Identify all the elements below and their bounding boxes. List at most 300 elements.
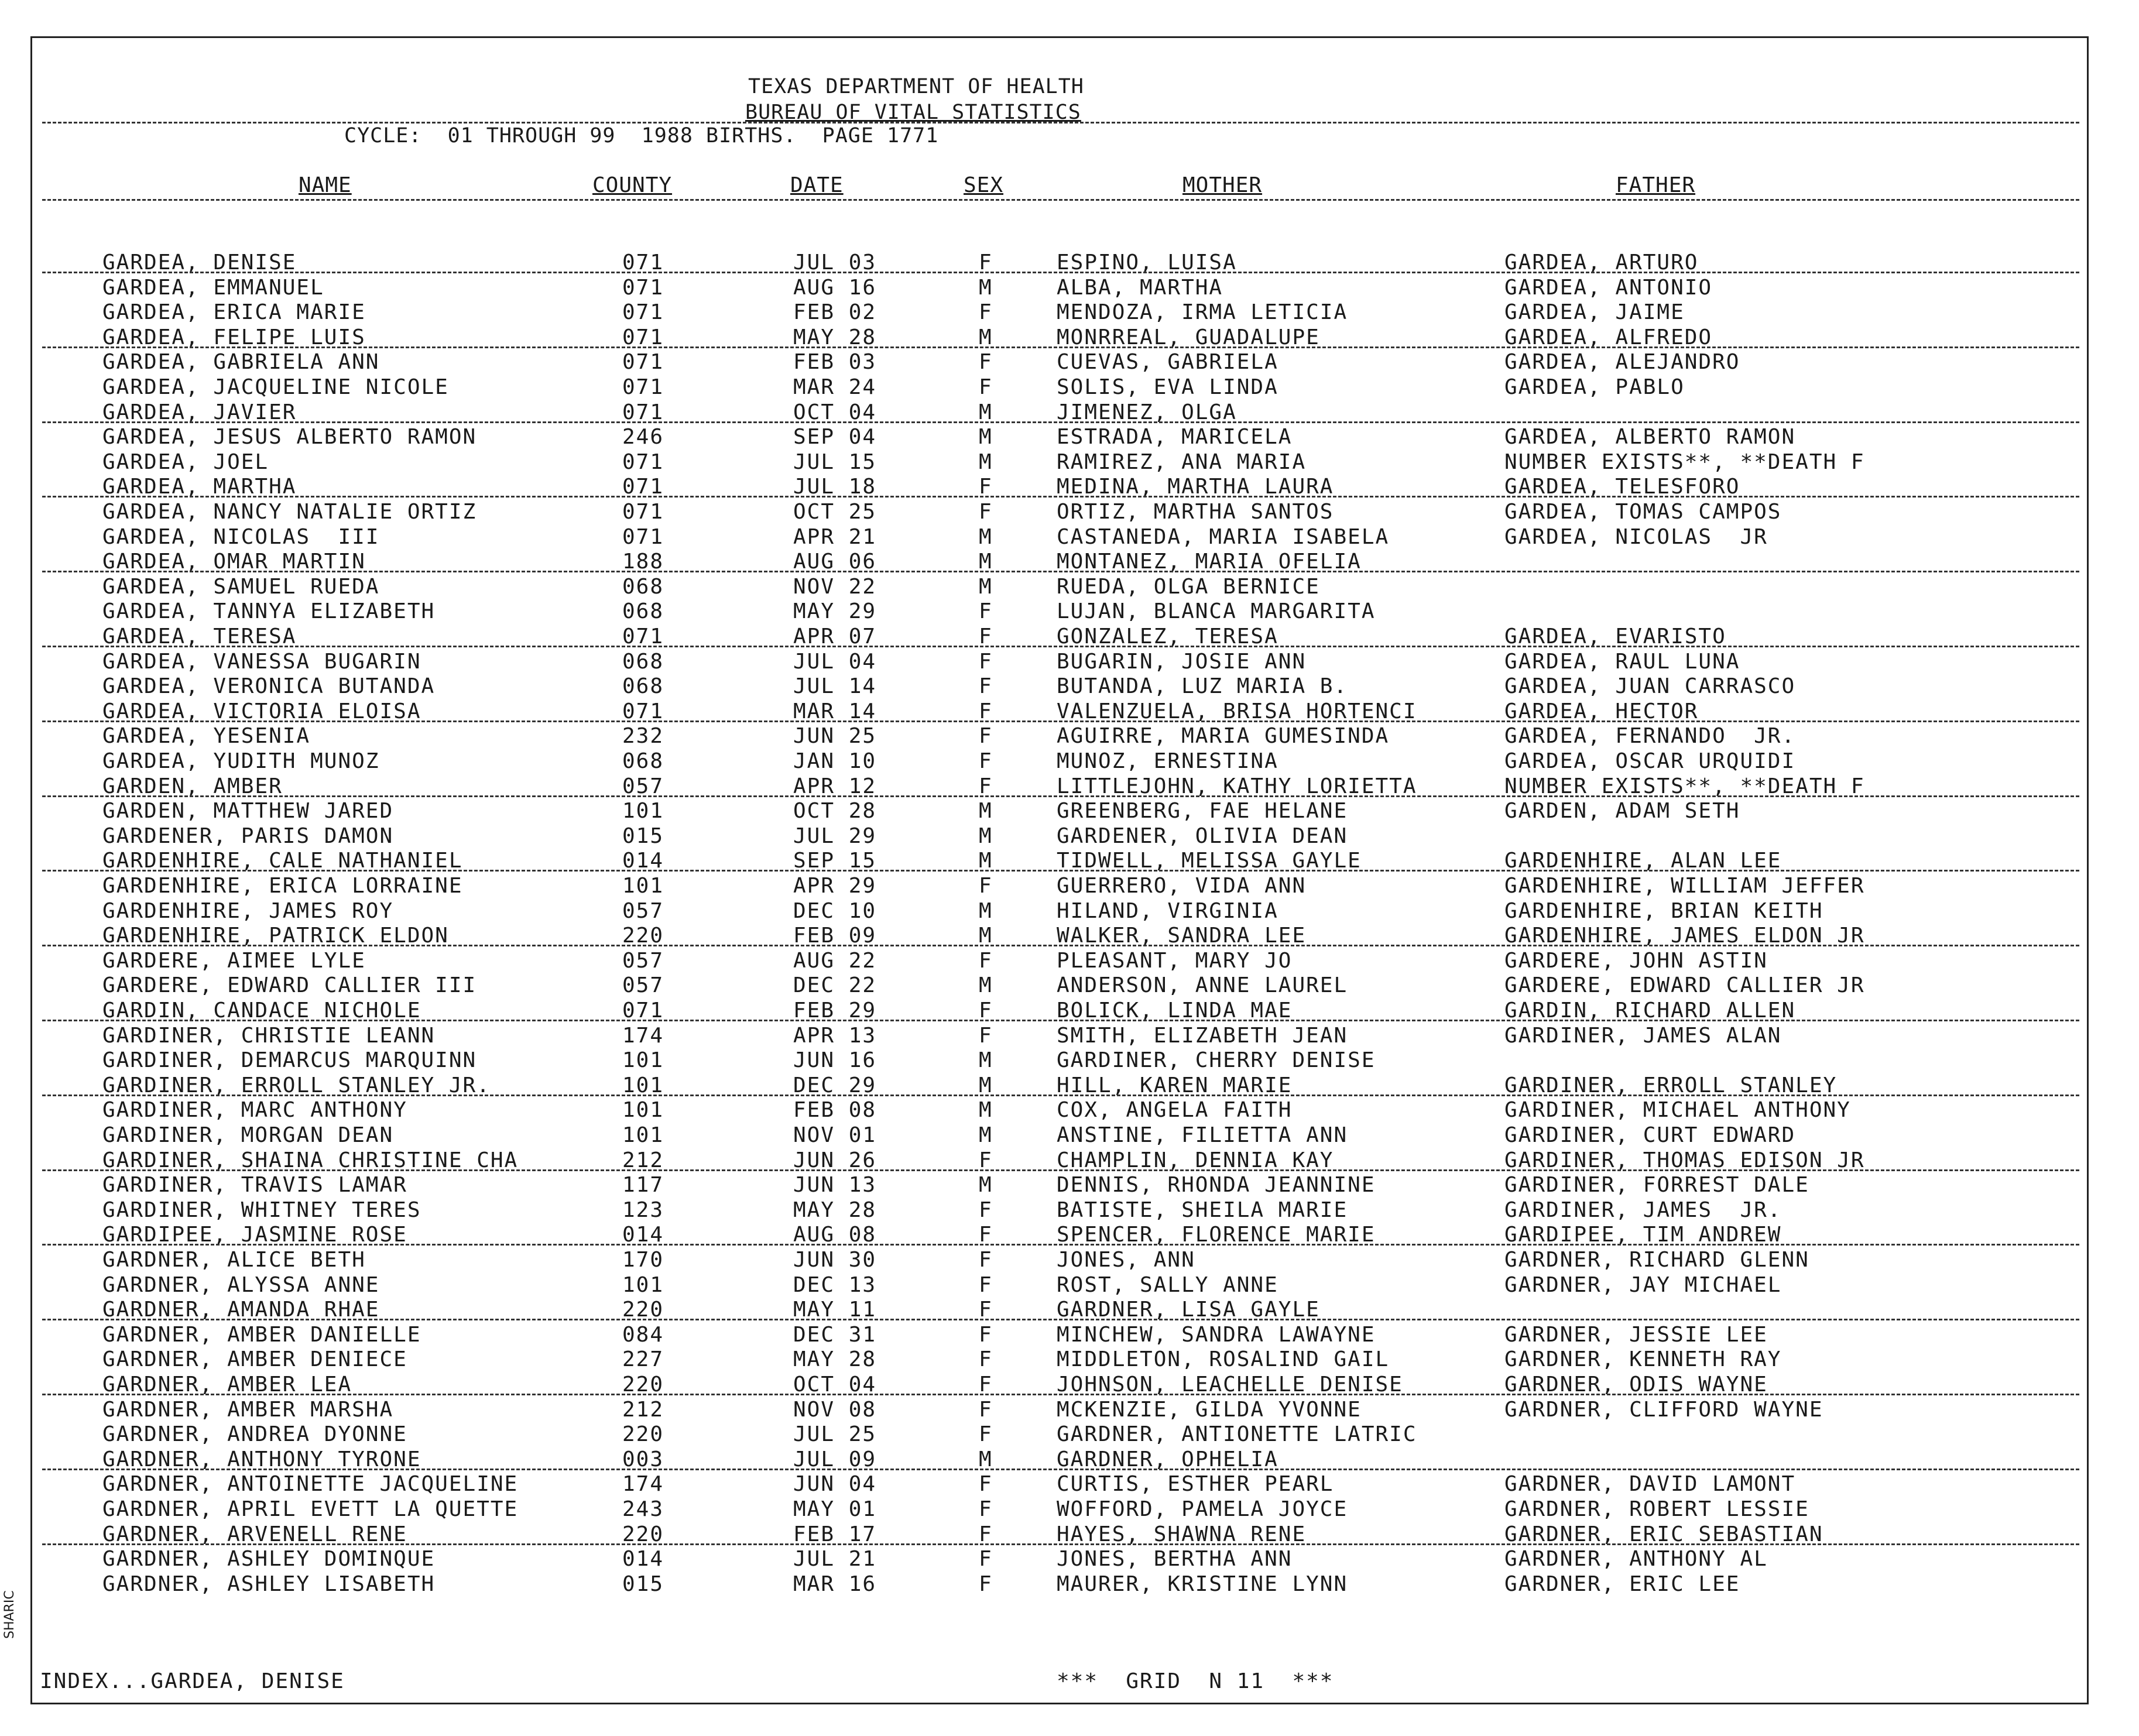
row-father: NUMBER EXISTS**, **DEATH F bbox=[1504, 450, 1865, 474]
row-sex: F bbox=[979, 625, 993, 649]
row-mother: GARDNER, LISA GAYLE bbox=[1057, 1298, 1320, 1322]
row-group-divider bbox=[42, 646, 2079, 647]
table-row bbox=[0, 1123, 2139, 1148]
row-name: GARDEA, TANNYA ELIZABETH bbox=[102, 599, 436, 623]
row-father: GARDERE, JOHN ASTIN bbox=[1504, 949, 1768, 973]
row-sex: F bbox=[979, 674, 993, 698]
row-group-divider bbox=[42, 721, 2079, 722]
row-name: GARDEA, VERONICA BUTANDA bbox=[102, 674, 436, 698]
row-mother: ESPINO, LUISA bbox=[1057, 251, 1237, 275]
row-mother: MINCHEW, SANDRA LAWAYNE bbox=[1057, 1323, 1376, 1347]
row-county: 071 bbox=[622, 525, 664, 549]
row-father: GARDEA, EVARISTO bbox=[1504, 625, 1726, 649]
row-father: GARDNER, KENNETH RAY bbox=[1504, 1347, 1782, 1371]
row-father: GARDEA, PABLO bbox=[1504, 375, 1685, 399]
row-father: GARDNER, JESSIE LEE bbox=[1504, 1323, 1768, 1347]
row-father: GARDNER, CLIFFORD WAYNE bbox=[1504, 1398, 1823, 1422]
table-row bbox=[0, 899, 2139, 924]
row-name: GARDEA, SAMUEL RUEDA bbox=[102, 575, 380, 599]
row-sex: F bbox=[979, 599, 993, 623]
row-mother: WOFFORD, PAMELA JOYCE bbox=[1057, 1497, 1348, 1521]
row-date: MAY 28 bbox=[793, 325, 877, 349]
row-county: 246 bbox=[622, 425, 664, 449]
row-date: MAR 14 bbox=[793, 699, 877, 723]
row-sex: F bbox=[979, 874, 993, 898]
row-county: 174 bbox=[622, 1472, 664, 1496]
row-group-divider bbox=[42, 272, 2079, 273]
row-date: JUL 25 bbox=[793, 1422, 877, 1446]
row-date: APR 12 bbox=[793, 774, 877, 798]
row-name: GARDNER, ASHLEY DOMINQUE bbox=[102, 1547, 436, 1571]
row-date: JUL 04 bbox=[793, 650, 877, 674]
row-mother: VALENZUELA, BRISA HORTENCI bbox=[1057, 699, 1417, 723]
row-county: 003 bbox=[622, 1447, 664, 1471]
row-county: 188 bbox=[622, 550, 664, 574]
row-mother: JOHNSON, LEACHELLE DENISE bbox=[1057, 1373, 1403, 1397]
row-father: GARDEA, NICOLAS JR bbox=[1504, 525, 1768, 549]
row-name: GARDEA, TERESA bbox=[102, 625, 297, 649]
table-row bbox=[0, 1198, 2139, 1223]
row-name: GARDNER, ASHLEY LISABETH bbox=[102, 1572, 436, 1596]
row-county: 170 bbox=[622, 1248, 664, 1272]
row-father: GARDINER, MICHAEL ANTHONY bbox=[1504, 1098, 1851, 1122]
row-date: FEB 08 bbox=[793, 1098, 877, 1122]
row-sex: F bbox=[979, 749, 993, 773]
row-county: 071 bbox=[622, 999, 664, 1023]
row-county: 071 bbox=[622, 325, 664, 349]
row-sex: F bbox=[979, 1248, 993, 1272]
row-county: 243 bbox=[622, 1497, 664, 1521]
row-name: GARDENER, PARIS DAMON bbox=[102, 824, 394, 848]
header-bureau: BUREAU OF VITAL STATISTICS bbox=[745, 101, 1081, 124]
row-county: 068 bbox=[622, 599, 664, 623]
row-date: MAY 29 bbox=[793, 599, 877, 623]
row-mother: HILAND, VIRGINIA bbox=[1057, 899, 1278, 923]
row-county: 071 bbox=[622, 276, 664, 300]
row-sex: M bbox=[979, 1073, 993, 1097]
table-row bbox=[0, 1347, 2139, 1372]
row-sex: M bbox=[979, 899, 993, 923]
row-name: GARDEN, MATTHEW JARED bbox=[102, 799, 394, 823]
row-date: MAY 28 bbox=[793, 1198, 877, 1222]
row-county: 071 bbox=[622, 500, 664, 524]
row-sex: M bbox=[979, 1447, 993, 1471]
row-father: GARDINER, JAMES JR. bbox=[1504, 1198, 1782, 1222]
row-county: 101 bbox=[622, 1098, 664, 1122]
row-name: GARDEA, JESUS ALBERTO RAMON bbox=[102, 425, 477, 449]
row-group-divider bbox=[42, 1169, 2079, 1171]
row-father: GARDEA, JAIME bbox=[1504, 300, 1685, 324]
row-name: GARDINER, SHAINA CHRISTINE CHA bbox=[102, 1148, 519, 1172]
row-name: GARDEA, EMMANUEL bbox=[102, 276, 324, 300]
row-father: GARDEA, HECTOR bbox=[1504, 699, 1699, 723]
row-name: GARDEA, OMAR MARTIN bbox=[102, 550, 366, 574]
row-county: 015 bbox=[622, 824, 664, 848]
row-sex: F bbox=[979, 949, 993, 973]
row-county: 212 bbox=[622, 1148, 664, 1172]
row-father: GARDNER, ROBERT LESSIE bbox=[1504, 1497, 1809, 1521]
row-sex: F bbox=[979, 1148, 993, 1172]
row-date: MAR 16 bbox=[793, 1572, 877, 1596]
row-sex: M bbox=[979, 824, 993, 848]
row-date: DEC 22 bbox=[793, 973, 877, 997]
row-name: GARDINER, MORGAN DEAN bbox=[102, 1123, 394, 1147]
row-mother: MCKENZIE, GILDA YVONNE bbox=[1057, 1398, 1362, 1422]
row-county: 068 bbox=[622, 749, 664, 773]
row-name: GARDEA, NICOLAS III bbox=[102, 525, 380, 549]
row-group-divider bbox=[42, 1394, 2079, 1395]
row-sex: F bbox=[979, 1398, 993, 1422]
row-mother: TIDWELL, MELISSA GAYLE bbox=[1057, 849, 1362, 873]
row-sex: F bbox=[979, 1472, 993, 1496]
row-date: JUL 03 bbox=[793, 251, 877, 275]
row-name: GARDEA, ERICA MARIE bbox=[102, 300, 366, 324]
row-sex: F bbox=[979, 251, 993, 275]
row-mother: SOLIS, EVA LINDA bbox=[1057, 375, 1278, 399]
row-mother: MENDOZA, IRMA LETICIA bbox=[1057, 300, 1348, 324]
row-father: GARDINER, FORREST DALE bbox=[1504, 1173, 1809, 1197]
row-father: GARDENHIRE, JAMES ELDON JR bbox=[1504, 924, 1865, 948]
row-date: OCT 28 bbox=[793, 799, 877, 823]
row-name: GARDNER, ANTOINETTE JACQUELINE bbox=[102, 1472, 519, 1496]
row-county: 068 bbox=[622, 674, 664, 698]
row-mother: LUJAN, BLANCA MARGARITA bbox=[1057, 599, 1376, 623]
row-name: GARDEA, JAVIER bbox=[102, 400, 297, 424]
table-row bbox=[0, 1547, 2139, 1572]
header-divider bbox=[42, 122, 2079, 123]
row-county: 101 bbox=[622, 1123, 664, 1147]
row-date: JUL 14 bbox=[793, 674, 877, 698]
row-date: APR 13 bbox=[793, 1024, 877, 1048]
row-mother: BUTANDA, LUZ MARIA B. bbox=[1057, 674, 1348, 698]
row-name: GARDERE, AIMEE LYLE bbox=[102, 949, 366, 973]
row-county: 084 bbox=[622, 1323, 664, 1347]
row-mother: JIMENEZ, OLGA bbox=[1057, 400, 1237, 424]
row-county: 057 bbox=[622, 774, 664, 798]
table-row bbox=[0, 350, 2139, 375]
row-mother: PLEASANT, MARY JO bbox=[1057, 949, 1293, 973]
footer-index: INDEX...GARDEA, DENISE bbox=[40, 1669, 345, 1693]
row-date: APR 21 bbox=[793, 525, 877, 549]
row-name: GARDENHIRE, JAMES ROY bbox=[102, 899, 394, 923]
table-row bbox=[0, 599, 2139, 624]
row-father: GARDEA, ALEJANDRO bbox=[1504, 350, 1740, 374]
column-header-county: COUNTY bbox=[592, 173, 673, 197]
row-county: 227 bbox=[622, 1347, 664, 1371]
row-date: JUN 13 bbox=[793, 1173, 877, 1197]
row-county: 123 bbox=[622, 1198, 664, 1222]
row-father: GARDEA, ARTURO bbox=[1504, 251, 1699, 275]
row-group-divider bbox=[42, 421, 2079, 423]
row-mother: CHAMPLIN, DENNIA KAY bbox=[1057, 1148, 1334, 1172]
row-sex: F bbox=[979, 1572, 993, 1596]
row-father: GARDEA, ANTONIO bbox=[1504, 276, 1713, 300]
table-row bbox=[0, 1248, 2139, 1272]
row-county: 014 bbox=[622, 849, 664, 873]
row-name: GARDENHIRE, CALE NATHANIEL bbox=[102, 849, 463, 873]
row-mother: DENNIS, RHONDA JEANNINE bbox=[1057, 1173, 1376, 1197]
table-row bbox=[0, 375, 2139, 400]
row-county: 057 bbox=[622, 949, 664, 973]
table-row bbox=[0, 973, 2139, 998]
row-group-divider bbox=[42, 1020, 2079, 1021]
row-date: DEC 10 bbox=[793, 899, 877, 923]
row-date: JUN 16 bbox=[793, 1048, 877, 1072]
column-header-date: DATE bbox=[790, 173, 844, 197]
row-sex: F bbox=[979, 1373, 993, 1397]
row-mother: JONES, ANN bbox=[1057, 1248, 1195, 1272]
row-mother: BOLICK, LINDA MAE bbox=[1057, 999, 1293, 1023]
row-date: JAN 10 bbox=[793, 749, 877, 773]
side-label: SHARIC bbox=[2, 1590, 17, 1639]
row-group-divider bbox=[42, 795, 2079, 797]
row-name: GARDEA, YESENIA bbox=[102, 724, 311, 748]
row-sex: M bbox=[979, 1173, 993, 1197]
row-father: GARDENHIRE, BRIAN KEITH bbox=[1504, 899, 1823, 923]
row-father: GARDENHIRE, WILLIAM JEFFER bbox=[1504, 874, 1865, 898]
row-date: OCT 04 bbox=[793, 400, 877, 424]
table-row bbox=[0, 674, 2139, 699]
row-mother: MEDINA, MARTHA LAURA bbox=[1057, 475, 1334, 499]
row-name: GARDEN, AMBER bbox=[102, 774, 283, 798]
row-county: 068 bbox=[622, 650, 664, 674]
row-father: GARDEA, ALBERTO RAMON bbox=[1504, 425, 1796, 449]
row-name: GARDEA, FELIPE LUIS bbox=[102, 325, 366, 349]
row-mother: MIDDLETON, ROSALIND GAIL bbox=[1057, 1347, 1390, 1371]
row-sex: F bbox=[979, 1347, 993, 1371]
row-sex: M bbox=[979, 450, 993, 474]
row-sex: F bbox=[979, 1547, 993, 1571]
row-county: 220 bbox=[622, 1373, 664, 1397]
row-county: 071 bbox=[622, 625, 664, 649]
row-father: GARDNER, ERIC SEBASTIAN bbox=[1504, 1522, 1823, 1546]
table-row bbox=[0, 1098, 2139, 1123]
row-sex: M bbox=[979, 525, 993, 549]
row-date: NOV 22 bbox=[793, 575, 877, 599]
row-date: JUL 29 bbox=[793, 824, 877, 848]
row-county: 101 bbox=[622, 874, 664, 898]
row-sex: F bbox=[979, 300, 993, 324]
row-father: GARDNER, ODIS WAYNE bbox=[1504, 1373, 1768, 1397]
row-father: GARDEA, FERNANDO JR. bbox=[1504, 724, 1796, 748]
row-mother: ROST, SALLY ANNE bbox=[1057, 1273, 1278, 1297]
row-mother: ORTIZ, MARTHA SANTOS bbox=[1057, 500, 1334, 524]
row-county: 071 bbox=[622, 699, 664, 723]
table-row bbox=[0, 1497, 2139, 1522]
row-mother: COX, ANGELA FAITH bbox=[1057, 1098, 1293, 1122]
table-row bbox=[0, 1398, 2139, 1422]
row-date: FEB 29 bbox=[793, 999, 877, 1023]
row-sex: F bbox=[979, 1024, 993, 1048]
table-row bbox=[0, 824, 2139, 849]
row-father: GARDINER, THOMAS EDISON JR bbox=[1504, 1148, 1865, 1172]
row-group-divider bbox=[42, 1469, 2079, 1470]
row-name: GARDEA, VICTORIA ELOISA bbox=[102, 699, 421, 723]
table-row bbox=[0, 1323, 2139, 1347]
row-father: GARDNER, RICHARD GLENN bbox=[1504, 1248, 1809, 1272]
row-group-divider bbox=[42, 496, 2079, 498]
row-date: JUN 30 bbox=[793, 1248, 877, 1272]
row-date: APR 07 bbox=[793, 625, 877, 649]
footer-grid: *** GRID N 11 *** bbox=[1057, 1669, 1334, 1693]
row-date: NOV 08 bbox=[793, 1398, 877, 1422]
row-county: 071 bbox=[622, 300, 664, 324]
row-father: GARDEN, ADAM SETH bbox=[1504, 799, 1740, 823]
header-cycle: CYCLE: 01 THROUGH 99 1988 BIRTHS. PAGE 1771 bbox=[344, 124, 939, 147]
row-county: 057 bbox=[622, 899, 664, 923]
row-sex: M bbox=[979, 1123, 993, 1147]
row-group-divider bbox=[42, 945, 2079, 946]
row-county: 071 bbox=[622, 475, 664, 499]
row-county: 212 bbox=[622, 1398, 664, 1422]
row-mother: ALBA, MARTHA bbox=[1057, 276, 1223, 300]
row-county: 101 bbox=[622, 1273, 664, 1297]
row-mother: SMITH, ELIZABETH JEAN bbox=[1057, 1024, 1348, 1048]
row-date: DEC 29 bbox=[793, 1073, 877, 1097]
row-date: MAR 24 bbox=[793, 375, 877, 399]
row-name: GARDNER, AMBER LEA bbox=[102, 1373, 352, 1397]
row-date: AUG 16 bbox=[793, 276, 877, 300]
column-header-name: NAME bbox=[299, 173, 352, 197]
row-date: FEB 02 bbox=[793, 300, 877, 324]
row-father: GARDINER, JAMES ALAN bbox=[1504, 1024, 1782, 1048]
row-mother: HAYES, SHAWNA RENE bbox=[1057, 1522, 1307, 1546]
row-sex: F bbox=[979, 350, 993, 374]
row-county: 068 bbox=[622, 575, 664, 599]
row-mother: SPENCER, FLORENCE MARIE bbox=[1057, 1223, 1376, 1247]
row-father: GARDINER, ERROLL STANLEY bbox=[1504, 1073, 1838, 1097]
row-name: GARDENHIRE, ERICA LORRAINE bbox=[102, 874, 463, 898]
row-sex: F bbox=[979, 375, 993, 399]
row-group-divider bbox=[42, 1244, 2079, 1246]
row-group-divider bbox=[42, 1319, 2079, 1320]
row-mother: CUEVAS, GABRIELA bbox=[1057, 350, 1278, 374]
row-father: GARDNER, DAVID LAMONT bbox=[1504, 1472, 1796, 1496]
row-name: GARDIN, CANDACE NICHOLE bbox=[102, 999, 421, 1023]
row-date: JUL 21 bbox=[793, 1547, 877, 1571]
row-county: 174 bbox=[622, 1024, 664, 1048]
header-department: TEXAS DEPARTMENT OF HEALTH bbox=[748, 75, 1084, 98]
row-father: GARDENHIRE, ALAN LEE bbox=[1504, 849, 1782, 873]
row-date: MAY 01 bbox=[793, 1497, 877, 1521]
table-row bbox=[0, 874, 2139, 898]
row-mother: MONTANEZ, MARIA OFELIA bbox=[1057, 550, 1362, 574]
row-name: GARDNER, AMBER DENIECE bbox=[102, 1347, 407, 1371]
row-sex: F bbox=[979, 1323, 993, 1347]
row-mother: CASTANEDA, MARIA ISABELA bbox=[1057, 525, 1390, 549]
row-name: GARDEA, MARTHA bbox=[102, 475, 297, 499]
row-father: GARDNER, ERIC LEE bbox=[1504, 1572, 1740, 1596]
row-date: JUN 25 bbox=[793, 724, 877, 748]
row-date: OCT 04 bbox=[793, 1373, 877, 1397]
row-mother: ESTRADA, MARICELA bbox=[1057, 425, 1293, 449]
column-header-father: FATHER bbox=[1616, 173, 1696, 197]
row-date: JUL 18 bbox=[793, 475, 877, 499]
row-group-divider bbox=[42, 346, 2079, 348]
row-date: OCT 25 bbox=[793, 500, 877, 524]
table-row bbox=[0, 1273, 2139, 1298]
row-county: 232 bbox=[622, 724, 664, 748]
table-row bbox=[0, 276, 2139, 300]
row-county: 014 bbox=[622, 1223, 664, 1247]
row-mother: GARDNER, OPHELIA bbox=[1057, 1447, 1278, 1471]
row-mother: MONRREAL, GUADALUPE bbox=[1057, 325, 1320, 349]
table-row bbox=[0, 425, 2139, 450]
row-mother: BATISTE, SHEILA MARIE bbox=[1057, 1198, 1348, 1222]
column-header-mother: MOTHER bbox=[1182, 173, 1263, 197]
row-name: GARDNER, ALICE BETH bbox=[102, 1248, 366, 1272]
row-father: GARDIN, RICHARD ALLEN bbox=[1504, 999, 1796, 1023]
row-name: GARDNER, ALYSSA ANNE bbox=[102, 1273, 380, 1297]
row-group-divider bbox=[42, 1095, 2079, 1096]
row-name: GARDEA, VANESSA BUGARIN bbox=[102, 650, 421, 674]
row-date: SEP 15 bbox=[793, 849, 877, 873]
row-mother: WALKER, SANDRA LEE bbox=[1057, 924, 1307, 948]
row-mother: GARDNER, ANTIONETTE LATRIC bbox=[1057, 1422, 1417, 1446]
row-county: 220 bbox=[622, 1422, 664, 1446]
row-father: GARDIPEE, TIM ANDREW bbox=[1504, 1223, 1782, 1247]
row-name: GARDEA, GABRIELA ANN bbox=[102, 350, 380, 374]
table-row bbox=[0, 450, 2139, 475]
table-row bbox=[0, 1472, 2139, 1497]
row-date: JUN 04 bbox=[793, 1472, 877, 1496]
row-sex: M bbox=[979, 575, 993, 599]
table-row bbox=[0, 1048, 2139, 1073]
row-county: 117 bbox=[622, 1173, 664, 1197]
row-sex: F bbox=[979, 650, 993, 674]
row-sex: F bbox=[979, 774, 993, 798]
row-mother: GARDENER, OLIVIA DEAN bbox=[1057, 824, 1348, 848]
row-date: JUL 09 bbox=[793, 1447, 877, 1471]
row-sex: M bbox=[979, 325, 993, 349]
row-date: NOV 01 bbox=[793, 1123, 877, 1147]
row-sex: F bbox=[979, 1497, 993, 1521]
row-name: GARDNER, ARVENELL RENE bbox=[102, 1522, 407, 1546]
row-county: 101 bbox=[622, 1073, 664, 1097]
row-sex: F bbox=[979, 1198, 993, 1222]
row-mother: LITTLEJOHN, KATHY LORIETTA bbox=[1057, 774, 1417, 798]
row-father: GARDEA, TELESFORO bbox=[1504, 475, 1740, 499]
row-father: NUMBER EXISTS**, **DEATH F bbox=[1504, 774, 1865, 798]
row-county: 071 bbox=[622, 450, 664, 474]
row-mother: RAMIREZ, ANA MARIA bbox=[1057, 450, 1307, 474]
row-sex: F bbox=[979, 500, 993, 524]
row-group-divider bbox=[42, 571, 2079, 572]
row-county: 071 bbox=[622, 400, 664, 424]
row-county: 015 bbox=[622, 1572, 664, 1596]
row-name: GARDINER, CHRISTIE LEANN bbox=[102, 1024, 436, 1048]
row-sex: F bbox=[979, 1298, 993, 1322]
row-sex: M bbox=[979, 924, 993, 948]
row-name: GARDNER, AMBER DANIELLE bbox=[102, 1323, 421, 1347]
row-county: 220 bbox=[622, 1522, 664, 1546]
row-date: FEB 17 bbox=[793, 1522, 877, 1546]
row-group-divider bbox=[42, 1543, 2079, 1545]
row-name: GARDEA, NANCY NATALIE ORTIZ bbox=[102, 500, 477, 524]
row-father: GARDEA, JUAN CARRASCO bbox=[1504, 674, 1796, 698]
column-header-sex: SEX bbox=[964, 173, 1004, 197]
row-mother: BUGARIN, JOSIE ANN bbox=[1057, 650, 1307, 674]
row-sex: M bbox=[979, 1048, 993, 1072]
row-sex: F bbox=[979, 475, 993, 499]
row-mother: JONES, BERTHA ANN bbox=[1057, 1547, 1293, 1571]
table-row bbox=[0, 500, 2139, 524]
row-sex: M bbox=[979, 799, 993, 823]
row-father: GARDEA, RAUL LUNA bbox=[1504, 650, 1740, 674]
table-row bbox=[0, 949, 2139, 973]
row-county: 101 bbox=[622, 1048, 664, 1072]
row-mother: MAURER, KRISTINE LYNN bbox=[1057, 1572, 1348, 1596]
